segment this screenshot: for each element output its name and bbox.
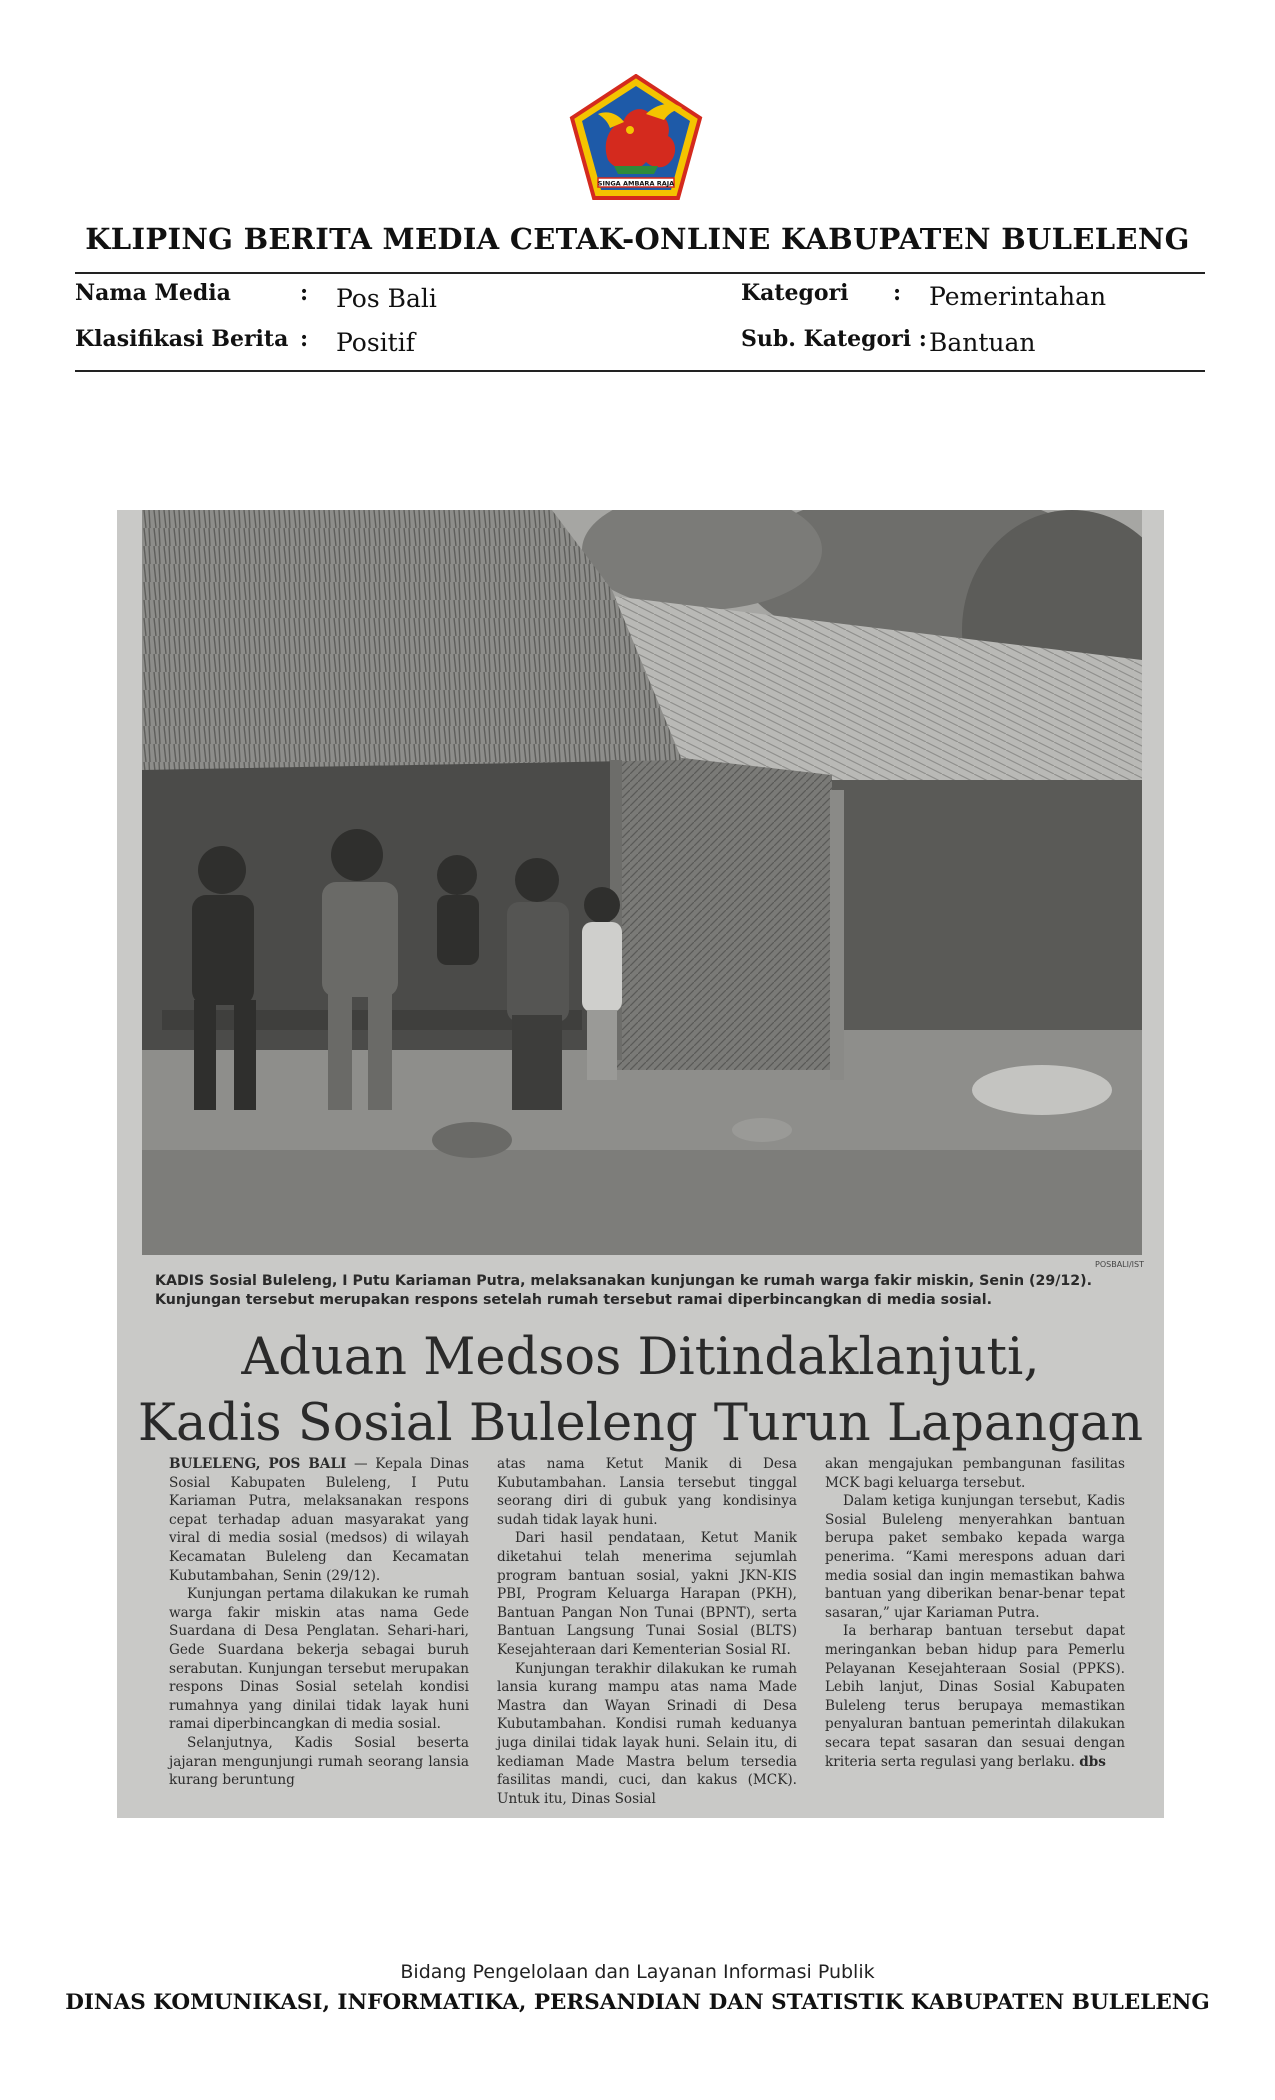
header-divider-top (75, 272, 1205, 274)
photo-caption: KADIS Sosial Buleleng, I Putu Kariaman Putra, melaksanakan kunjungan ke rumah warga fakir miskin, Senin (29/12). Kunjungan tersebut merupakan respons setelah rumah tersebut ramai diperbincangkan di media sosial. (155, 1273, 1093, 1308)
article-headline (117, 1325, 1164, 1457)
media-name-value: Pos Bali (336, 284, 437, 313)
article-paragraph: Kunjungan pertama dilakukan ke rumah warga fakir miskin atas nama Gede Suardana di Desa Penglatan. Sehari-hari, Gede Suardana bekerja sebagai buruh serabutan. Kunjungan tersebut merupakan respons Dinas Sosial setelah kondisi rumahnya yang dinilai tidak layak huni ramai diperbincangkan di media sosial. (169, 1586, 469, 1733)
classification-value: Positif (336, 328, 415, 357)
article-paragraph: Kunjungan terakhir dilakukan ke rumah lansia kurang mampu atas nama Made Mastra dan Wayan Srinadi di Desa Kubutambahan. Kondisi rumah keduanya juga dinilai tidak layak huni. Selain itu, di kediaman Made Mastra belum tersedia fasilitas mandi, cuci, dan kakus (MCK). Untuk itu, Dinas Sosial (497, 1660, 797, 1807)
footer-agency: DINAS KOMUNIKASI, INFORMATIKA, PERSANDIAN DAN STATISTIK KABUPATEN BULELENG (65, 1990, 1210, 2015)
article-paragraph: akan mengajukan pembangunan fasilitas MCK bagi keluarga tersebut. (825, 1456, 1125, 1491)
header-divider-bottom (75, 370, 1205, 372)
newspaper-clipping (117, 510, 1164, 1818)
article-paragraph: Ia berharap bantuan tersebut dapat meringankan beban hidup para Pemerlu Pelayanan Kesejahteraan Sosial (PPKS). Lebih lanjut, Dinas Sosial Kabupaten Buleleng terus berupaya memastikan penyaluran bantuan pemerintah dilakukan secara tepat sasaran dan sesuai dengan kriteria serta regulasi yang berlaku. dbs (825, 1623, 1125, 1770)
regency-emblem-icon (568, 74, 704, 204)
article-paragraph: BULELENG, POS BALI — Kepala Dinas Sosial Kabupaten Buleleng, I Putu Kariaman Putra, melaksanakan respons cepat terhadap aduan masyarakat yang viral di media sosial (medsos) di wilayah Kecamatan Buleleng dan Kecamatan Kubutambahan, Senin (29/12). (169, 1456, 470, 1584)
document-title: KLIPING BERITA MEDIA CETAK-ONLINE KABUPATEN BULELENG (85, 222, 1190, 256)
news-photo (142, 510, 1142, 1255)
article-column-2 (497, 1455, 797, 1808)
article-dateline: BULELENG, POS BALI (169, 1456, 347, 1472)
svg-text:SINGA AMBARA RAJA: SINGA AMBARA RAJA (597, 179, 675, 188)
classification-label: Klasifikasi Berita (75, 326, 289, 352)
media-name-colon: : (300, 280, 309, 306)
headline-line-1: Aduan Medsos Ditindaklanjuti, (241, 1328, 1040, 1387)
classification-colon: : (300, 326, 309, 352)
footer-division: Bidang Pengelolaan dan Layanan Informasi Publik (400, 1961, 875, 1983)
article-paragraph: Dari hasil pendataan, Ketut Manik diketahui telah menerima sejumlah program bantuan sosial, yakni JKN-KIS PBI, Program Keluarga Harapan (PKH), Bantuan Pangan Non Tunai (BPNT), serta Bantuan Langsung Tunai Sosial (BLTS) Kesejahteraan dari Kementerian Sosial RI. (497, 1530, 797, 1658)
article-paragraph: Dalam ketiga kunjungan tersebut, Kadis Sosial Buleleng menyerahkan bantuan berupa paket sembako kepada warga penerima. “Kami merespons aduan dari media sosial dan ingin memastikan bahwa bantuan yang diberikan benar-benar tepat sasaran,” ujar Kariaman Putra. (825, 1493, 1125, 1621)
author-signature: dbs (1079, 1753, 1106, 1770)
category-colon: : (893, 280, 902, 306)
subcategory-label: Sub. Kategori : (741, 326, 927, 352)
article-paragraph: Selanjutnya, Kadis Sosial beserta jajaran mengunjungi rumah seorang lansia kurang beruntung (169, 1734, 469, 1789)
media-name-label: Nama Media (75, 280, 231, 306)
photo-credit: POSBALI/IST (1095, 1260, 1144, 1269)
article-column-1 (169, 1455, 469, 1790)
category-label: Kategori (741, 280, 849, 306)
article-paragraph: atas nama Ketut Manik di Desa Kubutambahan. Lansia tersebut tinggal seorang diri di gubuk yang kondisinya sudah tidak layak huni. (497, 1456, 797, 1528)
article-column-3 (825, 1455, 1125, 1771)
category-value: Pemerintahan (929, 282, 1107, 311)
headline-line-2: Kadis Sosial Buleleng Turun Lapangan (137, 1394, 1144, 1453)
subcategory-value: Bantuan (929, 328, 1036, 357)
regency-logo (568, 74, 704, 204)
